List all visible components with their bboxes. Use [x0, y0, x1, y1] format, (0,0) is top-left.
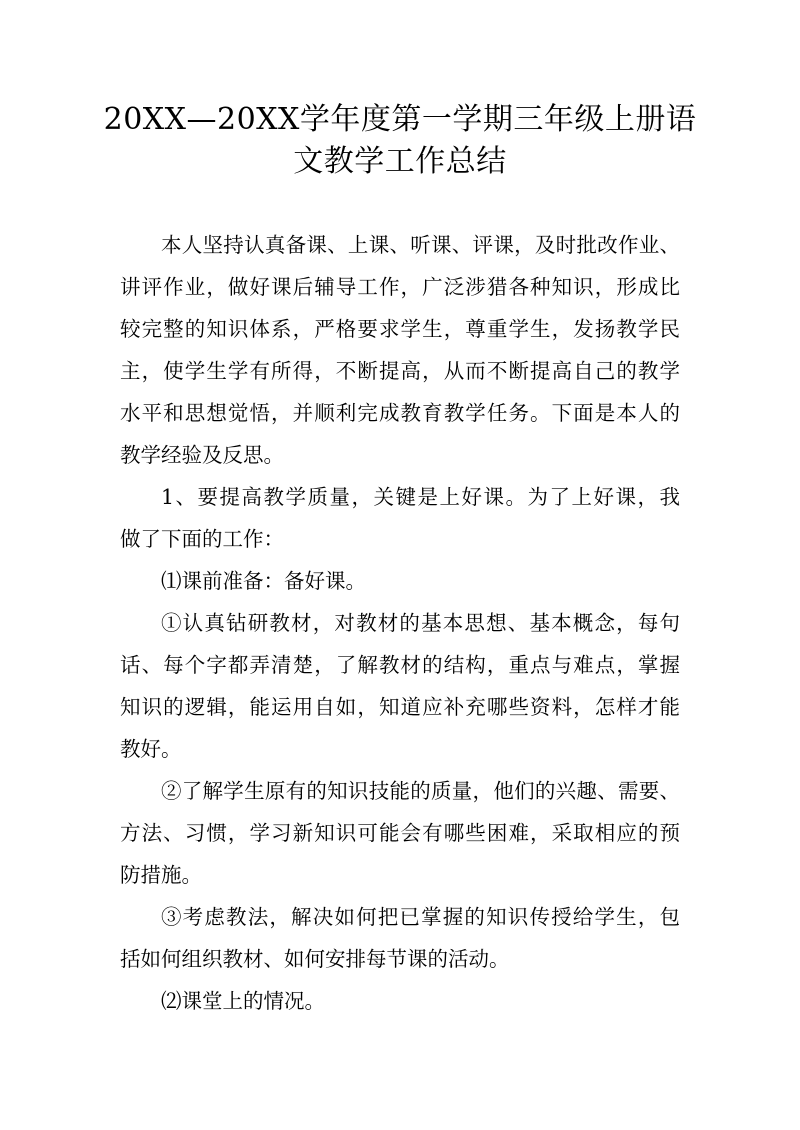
body-text-line: ②了解学生原有的知识技能的质量，他们的兴趣、需要、	[161, 779, 680, 803]
body-text-line: 方法、习惯，学习新知识可能会有哪些困难，采取相应的预	[120, 821, 680, 845]
document-title-line-2: 文教学工作总结	[293, 144, 507, 179]
body-text-line: 本人坚持认真备课、上课、听课、评课，及时批改作业、	[161, 233, 680, 257]
body-text-line: ③考虑教法，解决如何把已掌握的知识传授给学生，包	[161, 905, 680, 929]
body-text-line: 主，使学生学有所得，不断提高，从而不断提高自己的教学	[120, 359, 680, 383]
body-text-line: 1、要提高教学质量，关键是上好课。为了上好课，我	[161, 485, 680, 509]
body-text-line: 知识的逻辑，能运用自如，知道应补充哪些资料，怎样才能	[120, 695, 680, 719]
body-text-line: 括如何组织教材、如何安排每节课的活动。	[120, 947, 510, 971]
body-text-line: 防措施。	[120, 863, 202, 887]
body-text-line: 教好。	[120, 737, 182, 761]
body-text-line: 水平和思想觉悟，并顺利完成教育教学任务。下面是本人的	[120, 401, 680, 425]
document-title-line-1: 20XX—20XX学年度第一学期三年级上册语	[103, 102, 697, 137]
body-text-line: 做了下面的工作：	[120, 527, 284, 551]
section-heading: ⑴课前准备：备好课。	[161, 569, 366, 593]
body-text-line: 讲评作业，做好课后辅导工作，广泛涉猎各种知识，形成比	[120, 275, 680, 299]
body-text-line: ①认真钻研教材，对教材的基本思想、基本概念，每句	[161, 611, 680, 635]
body-text-line: 教学经验及反思。	[120, 443, 284, 467]
body-text-line: 较完整的知识体系，严格要求学生，尊重学生，发扬教学民	[120, 317, 680, 341]
body-text-line: 话、每个字都弄清楚，了解教材的结构，重点与难点，掌握	[120, 653, 680, 677]
section-heading: ⑵课堂上的情况。	[161, 989, 325, 1013]
